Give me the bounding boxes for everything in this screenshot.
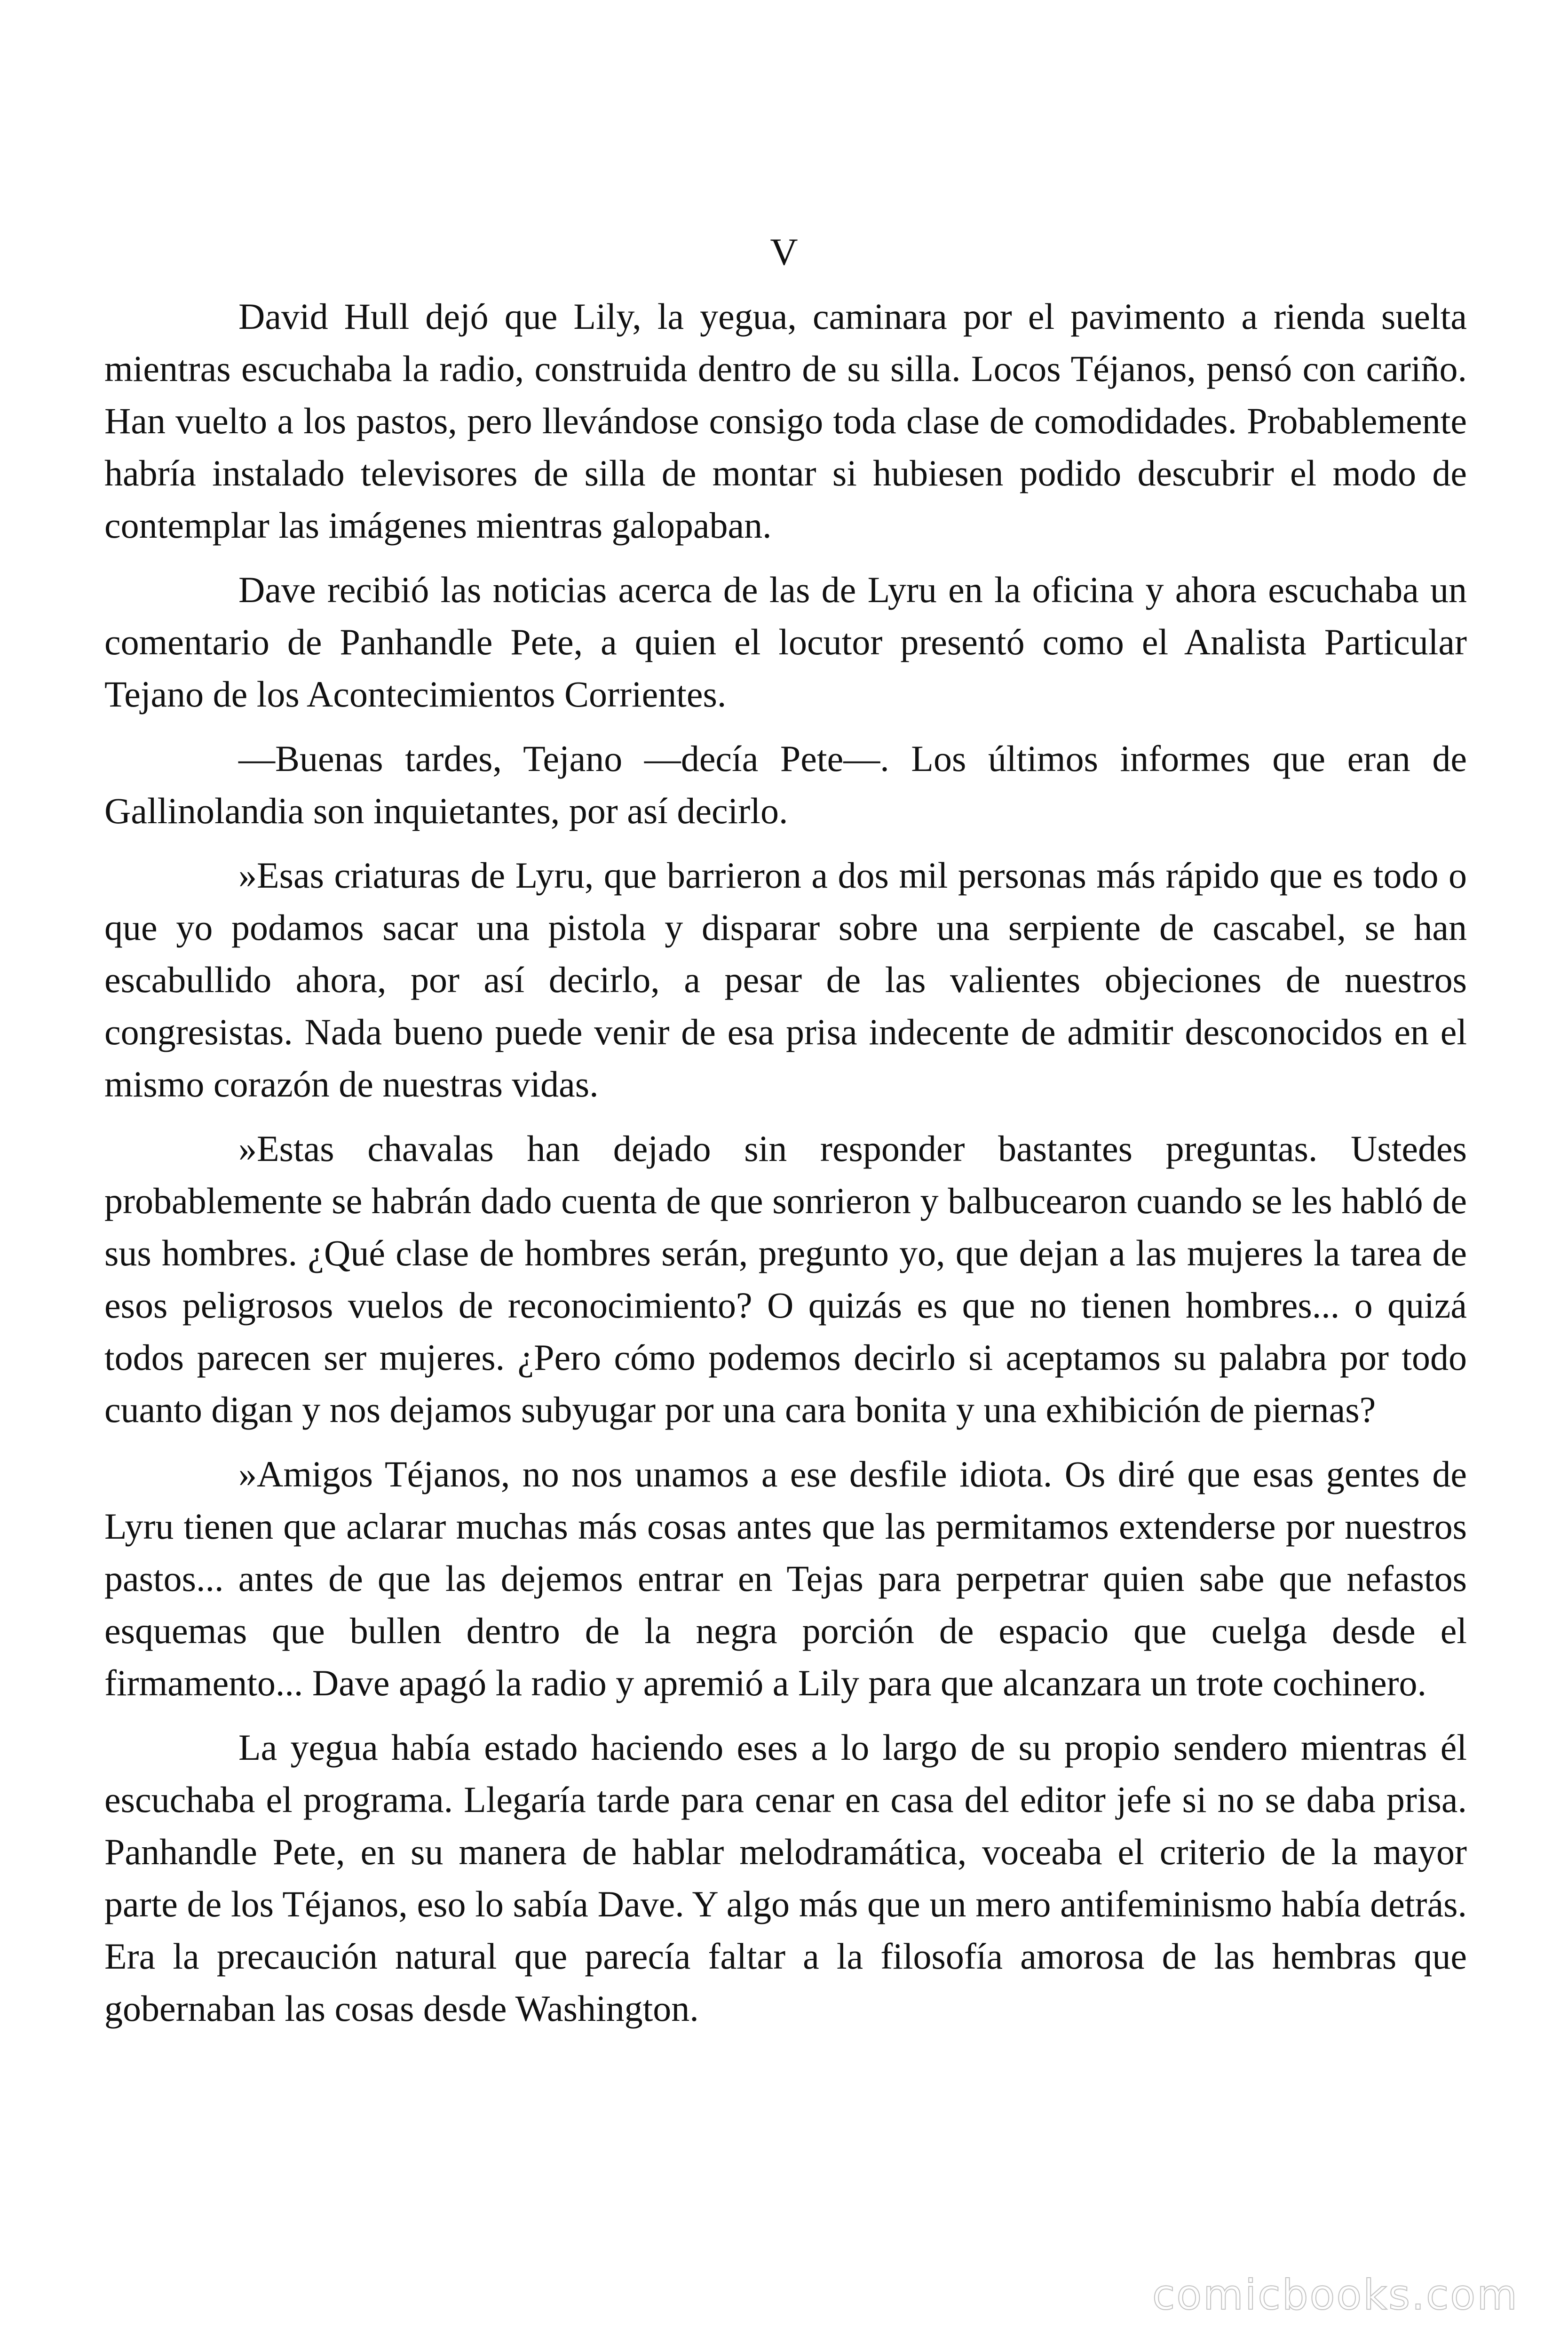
chapter-body xyxy=(104,290,1467,2047)
paragraph: »Amigos Téjanos, no nos unamos a ese desfile idiota. Os diré que esas gentes de Lyru tienen que aclarar muchas más cosas antes que las permitamos extenderse por nuestros pastos... antes de que las dejemos entrar en Tejas para perpetrar quien sabe que nefastos esquemas que bullen dentro de la negra porción de espacio que cuelga desde el firmamento... Dave apagó la radio y apremió a Lily para que alcanzara un trote cochinero. xyxy=(104,1454,1467,1703)
paragraph: »Esas criaturas de Lyru, que barrieron a dos mil personas más rápido que es todo o que yo podamos sacar una pistola y disparar sobre una serpiente de cascabel, se han escabullido ahora, por así decirlo, a pesar de las valientes objeciones de nuestros congresistas. Nada bueno puede venir de esa prisa indecente de admitir desconocidos en el mismo corazón de nuestras vidas. xyxy=(104,855,1467,1104)
paragraph: »Estas chavalas han dejado sin responder bastantes preguntas. Ustedes probablemente se habrán dado cuenta de que sonrieron y balbucearon cuando se les habló de sus hombres. ¿Qué clase de hombres serán, pregunto yo, que dejan a las mujeres la tarea de esos peligrosos vuelos de reconocimiento? O quizás es que no tienen hombres... o quizá todos parecen ser mujeres. ¿Pero cómo podemos decirlo si aceptamos su palabra por todo cuanto digan y nos dejamos subyugar por una cara bonita y una exhibición de piernas? xyxy=(104,1128,1467,1430)
watermark-text: comicbooks.com xyxy=(1152,2271,1519,2319)
paragraph: —Buenas tardes, Tejano —decía Pete—. Los últimos informes que eran de Gallinolandia son inquietantes, por así decirlo. xyxy=(104,738,1467,831)
paragraph: Dave recibió las noticias acerca de las de Lyru en la oficina y ahora escuchaba un comentario de Panhandle Pete, a quien el locutor presentó como el Analista Particular Tejano de los Acontecimientos Corrientes. xyxy=(104,569,1467,715)
paragraph: La yegua había estado haciendo eses a lo largo de su propio sendero mientras él escuchaba el programa. Llegaría tarde para cenar en casa del editor jefe si no se daba prisa. Panhandle Pete, en su manera de hablar melodramática, voceaba el criterio de la mayor parte de los Téjanos, eso lo sabía Dave. Y algo más que un mero antifeminismo había detrás. Era la precaución natural que parecía faltar a la filosofía amorosa de las hembras que gobernaban las cosas desde Washington. xyxy=(104,1727,1467,2029)
chapter-heading: V xyxy=(770,230,798,273)
paragraph: David Hull dejó que Lily, la yegua, caminara por el pavimento a rienda suelta mientras escuchaba la radio, construida dentro de su silla. Locos Téjanos, pensó con cariño. Han vuelto a los pastos, pero llevándose consigo toda clase de comodidades. Probablemente habría instalado televisores de silla de montar si hubiesen podido descubrir el modo de contemplar las imágenes mientras galopaban. xyxy=(104,296,1467,546)
